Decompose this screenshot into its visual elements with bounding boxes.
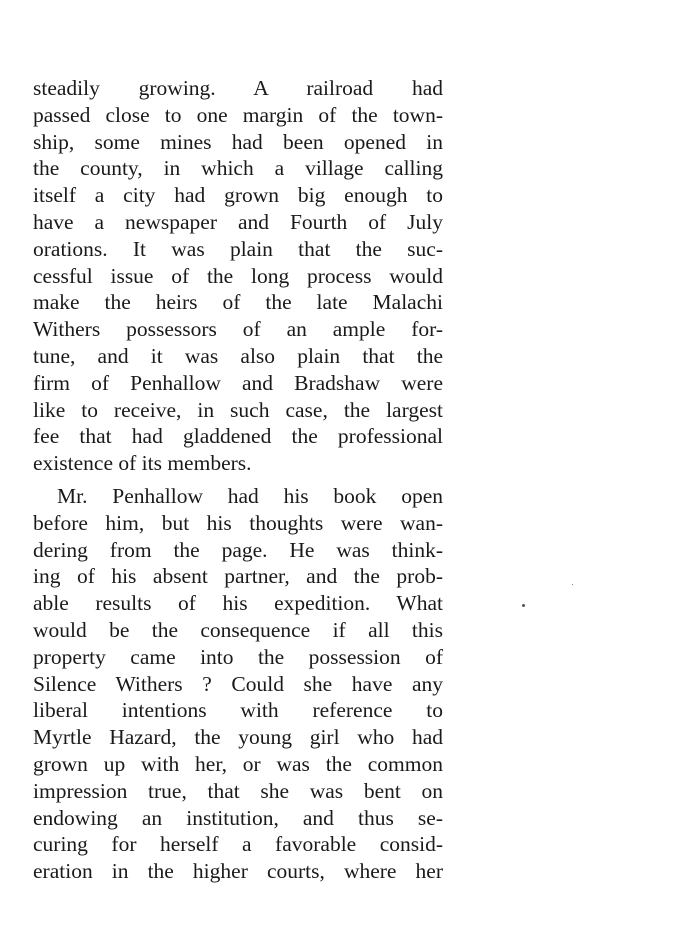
text-line: grown up with her, or was the common [33,751,443,776]
text-line: Mr. Penhallow had his book open [57,483,443,508]
text-line: cessful issue of the long process would [33,263,443,288]
paragraph-1 [33,75,443,477]
text-line: Silence Withers ? Could she have any [33,671,443,696]
text-line: eration in the higher courts, where her [33,859,443,884]
text-line: fee that had gladdened the professional [33,424,443,449]
text-line: firm of Penhallow and Bradshaw were [33,370,443,395]
text-line: ship, some mines had been opened in [33,129,443,154]
text-line: Myrtle Hazard, the young girl who had [33,725,443,750]
text-line: liberal intentions with reference to [33,698,443,723]
text-line: Withers possessors of an ample for- [33,317,443,342]
text-line: curing for herself a favorable consid- [33,832,443,857]
text-line: existence of its members. [33,451,252,476]
text-line: tune, and it was also plain that the [33,343,443,368]
text-line: property came into the possession of [33,644,443,669]
text-line: orations. It was plain that the suc- [33,236,443,261]
text-line: impression true, that she was bent on [33,778,443,803]
body-text [33,75,443,885]
scan-speck [572,584,573,585]
text-line: ing of his absent partner, and the prob- [33,564,443,589]
text-line: before him, but his thoughts were wan- [33,510,443,535]
text-line: like to receive, in such case, the largest [33,397,443,422]
paragraph-2 [33,483,443,885]
text-line: endowing an institution, and thus se- [33,805,443,830]
scan-speck [522,604,525,607]
text-line: itself a city had grown big enough to [33,183,443,208]
text-line: the county, in which a village calling [33,156,443,181]
text-line: would be the consequence if all this [33,617,443,642]
text-line: dering from the page. He was think- [33,537,443,562]
text-line: passed close to one margin of the town- [33,102,443,127]
text-line: steadily growing. A railroad had [33,76,443,100]
text-line: make the heirs of the late Malachi [33,290,443,315]
text-line: able results of his expedition. What [33,591,443,616]
text-line: have a newspaper and Fourth of July [33,209,443,234]
